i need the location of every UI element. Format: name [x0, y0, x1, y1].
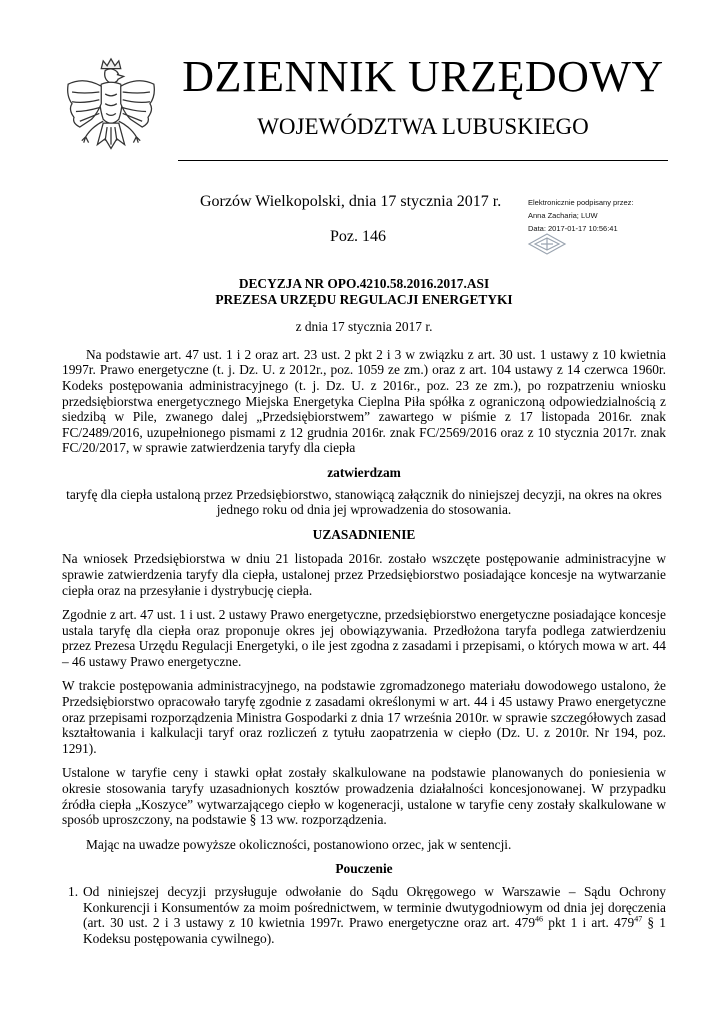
- superscript: 46: [535, 914, 544, 924]
- approve-heading: zatwierdzam: [327, 464, 401, 480]
- justification-paragraph: Na wniosek Przedsiębiorstwa w dniu 21 listopada 2016r. zostało wszczęte postępowanie administracyjne w sprawie zatwierdzenia taryfy dla ciepła, ustalonej przez Przedsiębiorstwo posiadające koncesje na wytwarzanie ciepła oraz na przesyłanie i dystrybucję ciepła.: [62, 551, 666, 598]
- instruction-text-part: § 1 Kodeksu postępowania cywilnego).: [83, 915, 667, 946]
- closing-statement: Mając na uwadze powyższe okoliczności, postanowiono orzec, jak w sentencji.: [86, 836, 512, 852]
- decision-title-line1: DECYZJA NR OPO.4210.58.2016.2017.ASI: [238, 276, 490, 291]
- decision-content: [62, 276, 666, 946]
- signature-line-signer: Anna Zacharia; LUW: [528, 211, 598, 220]
- white-eagle-emblem-icon: [62, 55, 160, 167]
- approve-text: taryfę dla ciepła ustaloną przez Przedsiębiorstwo, stanowiącą załącznik do niniejszej decyzji, na okres na okres jednego roku od dnia jej wprowadzenia do stosowania.: [66, 486, 662, 518]
- decision-title-line2: PREZESA URZĘDU REGULACJI ENERGETYKI: [215, 291, 513, 307]
- instruction-list: [62, 884, 666, 946]
- signature-stamp-icon: [526, 232, 568, 256]
- signature-line-signed-by: Elektronicznie podpisany przez:: [528, 198, 634, 207]
- instruction-text-part: Od niniejszej decyzji przysługuje odwołanie do Sądu Okręgowego w Warszawie – Sądu Ochrony Konkurencji i Konsumentów za moim pośrednictwem, w terminie dwutygodniowym od dnia jej doręczenia (art. 30 ust. 2 i 3 ustawy z 10 kwietnia 1997r. Prawo energetyczne oraz art. 479: [83, 884, 666, 931]
- decision-intro: Na podstawie art. 47 ust. 1 i 2 oraz art. 23 ust. 2 pkt 2 i 3 w związku z art. 30 ust. 1 ustawy z 10 kwietnia 1997r. Prawo energetyczne (t. j. Dz. U. z 2012r., poz. 1059 ze zm.) oraz z art. 104 ustawy z 14 czerwca 1960r. Kodeks postępowania administracyjnego (t. j. Dz. U. z 2016r., poz. 23 ze zm.), po rozpatrzeniu wniosku przedsiębiorstwa energetycznego Miejska Energetyka Cieplna Piła spółka z ograniczoną odpowiedzialnością z siedzibą w Pile, zwanego dalej „Przedsiębiorstwem” zawartego w piśmie z 17 listopada 2016r. znak FC/2489/2016, uzupełnionego pismami z 12 grudnia 2016r. znak FC/2569/2016 oraz z 10 stycznia 2017r. znak FC/20/2017, w sprawie zatwierdzenia taryfy dla ciepła: [62, 346, 666, 456]
- decision-date: z dnia 17 stycznia 2017 r.: [295, 319, 433, 335]
- justification-paragraph: Ustalone w taryfie ceny i stawki opłat zostały skalkulowane na podstawie planowanych do poniesienia w okresie stosowania taryfy uzasadnionych kosztów prowadzenia działalności koncesjonowanej. W przypadku źródła ciepła „Koszyce” wytwarzającego ciepło w kogeneracji, ustalone w taryfie ceny zostały skalkulowane w sposób uproszczony, na podstawie § 13 ww. rozporządzenia.: [62, 765, 666, 828]
- justification-paragraph: W trakcie postępowania administracyjnego, na podstawie zgromadzonego materiału dowodowego ustalono, że Przedsiębiorstwo opracowało taryfę zgodnie z zasadami określonymi w art. 44 i 45 ustawy Prawo energetyczne oraz przepisami rozporządzenia Ministra Gospodarki z dnia 17 września 2010r. w sprawie szczegółowych zasad kształtowania i kalkulacji taryf oraz rozliczeń z tytułu zaopatrzenia w ciepło (Dz. U. z 2010r. Nr 194, poz. 1291).: [62, 678, 666, 756]
- superscript: 47: [634, 914, 643, 924]
- instruction-number: 1.: [68, 884, 79, 899]
- signature-line-date: Data: 2017-01-17 10:56:41: [528, 224, 618, 233]
- justification-paragraph: Zgodnie z art. 47 ust. 1 i ust. 2 ustawy Prawo energetyczne, przedsiębiorstwo energetyczne posiadające koncesje ustala taryfę dla ciepła oraz proponuje okres jej obowiązywania. Przedłożona taryfa podlega zatwierdzeniu przez Prezesa Urzędu Regulacji Energetyki, o ile jest zgodna z zasadami i przepisami, o których mowa w art. 44 – 46 ustawy Prawo energetyczne.: [62, 607, 666, 669]
- instruction-text-part: pkt 1 i art. 479: [543, 915, 635, 931]
- instruction-heading: Pouczenie: [335, 861, 393, 877]
- list-item: [62, 884, 666, 946]
- electronic-signature: [528, 196, 633, 235]
- journal-title: DZIENNIK URZĘDOWY: [182, 52, 664, 101]
- place-and-date: Gorzów Wielkopolski, dnia 17 stycznia 2017 r.: [200, 193, 502, 210]
- justification-heading: UZASADNIENIE: [312, 526, 416, 542]
- header-divider: [178, 160, 668, 161]
- position-number: Poz. 146: [330, 228, 386, 245]
- journal-subtitle: WOJEWÓDZTWA LUBUSKIEGO: [257, 114, 589, 139]
